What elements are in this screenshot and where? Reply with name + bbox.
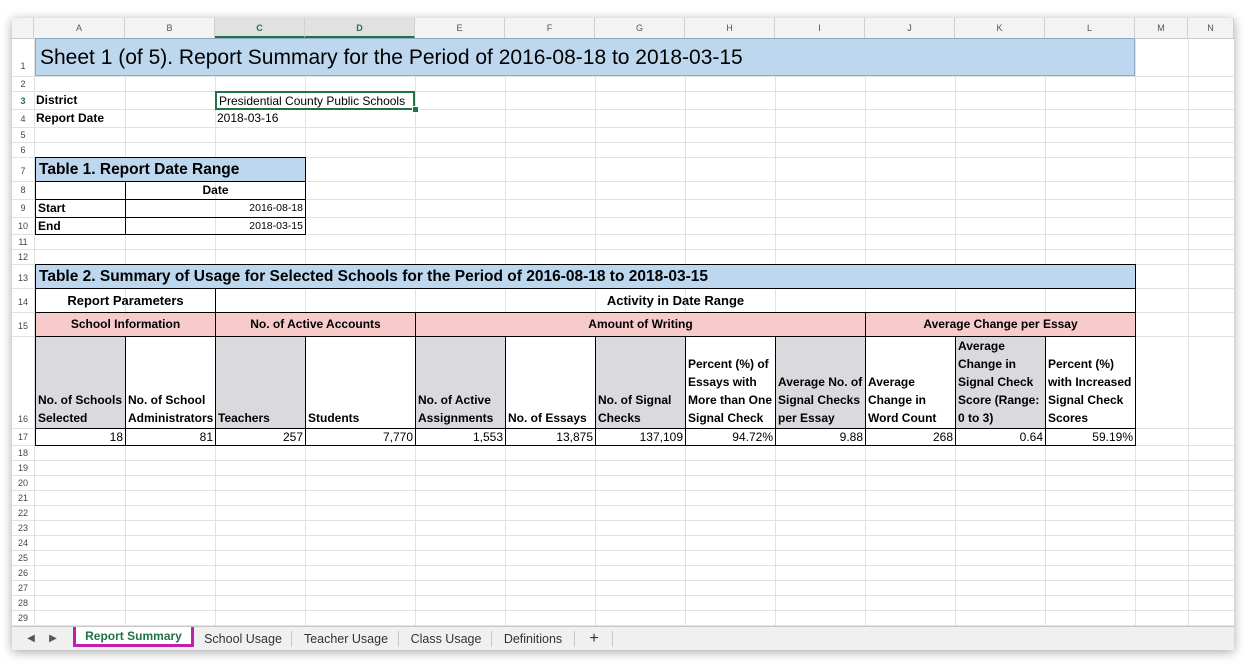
row-header[interactable]: 16 [17, 414, 28, 424]
row-header[interactable]: 27 [17, 583, 28, 593]
sheet-title[interactable]: Sheet 1 (of 5). Report Summary for the Period of 2016-08-18 to 2018-03-15 [35, 38, 1135, 76]
column-header-l[interactable]: L [1045, 18, 1135, 38]
value-percent-increased-scores[interactable]: 59.19% [1045, 428, 1136, 446]
header-text: Average Change in Signal Check Score (Range: 0 to 3) [958, 339, 1040, 425]
value-percent-multiple-checks[interactable]: 94.72% [685, 428, 776, 446]
row-header[interactable]: 23 [17, 523, 28, 533]
table1-end-value[interactable]: 2018-03-15 [125, 217, 306, 235]
column-header-b[interactable]: B [125, 18, 215, 38]
row-header[interactable]: 15 [17, 321, 28, 331]
tab-divider [491, 631, 492, 647]
table1-end-label[interactable]: End [35, 217, 126, 235]
header-text: Average Change in Word Count [868, 375, 937, 425]
row-header[interactable]: 7 [20, 166, 26, 176]
header-text: No. of Active Assignments [418, 393, 494, 425]
column-header-n[interactable]: N [1188, 18, 1234, 38]
table1-title[interactable]: Table 1. Report Date Range [35, 157, 306, 182]
tab-class-usage[interactable]: Class Usage [410, 632, 482, 646]
value-avg-score-change[interactable]: 0.64 [955, 428, 1046, 446]
tab-divider [398, 631, 399, 647]
previous-sheet-icon[interactable]: ◀ [27, 633, 35, 644]
header-avg-score-change[interactable] [955, 336, 1046, 429]
report-date-value[interactable]: 2018-03-16 [217, 111, 279, 125]
row-header[interactable]: 28 [17, 598, 28, 608]
header-active-assignments[interactable] [415, 336, 506, 429]
average-change-header[interactable]: Average Change per Essay [865, 312, 1136, 337]
header-percent-increased-scores[interactable] [1045, 336, 1136, 429]
row-header[interactable]: 5 [20, 130, 26, 140]
header-text: Percent (%) of Essays with More than One Signal Check [688, 357, 773, 425]
district-value-cell-selected[interactable]: Presidential County Public Schools [215, 91, 415, 110]
row-header[interactable]: 4 [20, 114, 26, 124]
row-header[interactable]: 12 [17, 252, 28, 262]
table1-start-value[interactable]: 2016-08-18 [125, 199, 306, 218]
table2-title[interactable]: Table 2. Summary of Usage for Selected Schools for the Period of 2016-08-18 to 2018-03-15 [35, 264, 1136, 289]
tab-divider [574, 631, 575, 647]
value-avg-word-count-change[interactable]: 268 [865, 428, 956, 446]
tab-definitions[interactable]: Definitions [503, 632, 563, 646]
header-school-administrators[interactable] [125, 336, 216, 429]
report-parameters-header[interactable]: Report Parameters [35, 288, 216, 313]
table1-date-header[interactable]: Date [125, 181, 306, 200]
value-schools-selected[interactable]: 18 [35, 428, 126, 446]
row-header[interactable]: 9 [20, 203, 26, 213]
tab-school-usage[interactable]: School Usage [204, 632, 282, 646]
value-school-administrators[interactable]: 81 [125, 428, 216, 446]
column-header-d[interactable]: D [305, 18, 415, 38]
row-header[interactable]: 19 [17, 463, 28, 473]
column-header-c[interactable]: C [215, 18, 305, 38]
report-date-label[interactable]: Report Date [36, 111, 105, 125]
header-essays[interactable] [505, 336, 596, 429]
column-header-f[interactable]: F [505, 18, 595, 38]
row-header[interactable]: 11 [18, 237, 28, 247]
spreadsheet-window [12, 18, 1234, 650]
header-text: No. of Schools Selected [38, 393, 122, 425]
amount-of-writing-header[interactable]: Amount of Writing [415, 312, 866, 337]
column-header-g[interactable]: G [595, 18, 685, 38]
column-header-m[interactable]: M [1135, 18, 1188, 38]
header-avg-signal-checks[interactable] [775, 336, 866, 429]
header-text: Students [308, 411, 360, 425]
select-all-corner[interactable] [12, 18, 34, 38]
column-header-k[interactable]: K [955, 18, 1045, 38]
tab-report-summary[interactable]: Report Summary [73, 627, 194, 647]
header-text: Teachers [218, 411, 270, 425]
row-header[interactable]: 14 [17, 297, 28, 307]
header-students[interactable] [305, 336, 416, 429]
sheet-tab-bar [12, 626, 1234, 650]
row-header[interactable]: 8 [20, 185, 26, 195]
column-header-a[interactable]: A [34, 18, 125, 38]
header-schools-selected[interactable] [35, 336, 126, 429]
header-text: No. of Signal Checks [598, 393, 672, 425]
column-header-h[interactable]: H [685, 18, 775, 38]
row-header[interactable]: 17 [17, 432, 28, 442]
school-information-header[interactable]: School Information [35, 312, 216, 337]
row-header[interactable]: 1 [20, 61, 26, 71]
row-header[interactable]: 20 [17, 478, 28, 488]
fill-handle[interactable] [412, 106, 419, 113]
value-signal-checks[interactable]: 137,109 [595, 428, 686, 446]
column-header-i[interactable]: I [775, 18, 865, 38]
table1-start-label[interactable]: Start [35, 199, 126, 218]
activity-date-range-header[interactable]: Activity in Date Range [215, 288, 1136, 313]
value-avg-signal-checks[interactable]: 9.88 [775, 428, 866, 446]
value-essays[interactable]: 13,875 [505, 428, 596, 446]
header-avg-word-count-change[interactable] [865, 336, 956, 429]
row-header[interactable]: 2 [20, 79, 26, 89]
tab-divider [612, 631, 613, 647]
value-active-assignments[interactable]: 1,553 [415, 428, 506, 446]
row-header-selected[interactable]: 3 [20, 96, 26, 106]
table1-blank-cell [35, 181, 126, 200]
row-header[interactable]: 21 [17, 493, 28, 503]
district-label[interactable]: District [36, 93, 78, 107]
column-header-bar [12, 18, 1234, 39]
row-header[interactable]: 6 [20, 145, 26, 155]
add-sheet-button[interactable]: + [589, 630, 599, 647]
column-header-e[interactable]: E [415, 18, 505, 38]
header-percent-multiple-checks[interactable] [685, 336, 776, 429]
tab-divider [291, 631, 292, 647]
active-accounts-header[interactable]: No. of Active Accounts [215, 312, 416, 337]
tab-teacher-usage[interactable]: Teacher Usage [303, 632, 389, 646]
row-header[interactable]: 22 [17, 508, 28, 518]
next-sheet-icon[interactable]: ▶ [49, 633, 57, 644]
row-header[interactable]: 24 [17, 538, 28, 548]
value-students[interactable]: 7,770 [305, 428, 416, 446]
row-header[interactable]: 18 [17, 448, 28, 458]
row-header[interactable]: 26 [17, 568, 28, 578]
header-text: Percent (%) with Increased Signal Check Scores [1048, 357, 1132, 425]
column-header-j[interactable]: J [865, 18, 955, 38]
header-text: No. of School Administrators [128, 393, 214, 425]
row-header[interactable]: 29 [17, 613, 28, 623]
header-text: No. of Essays [508, 411, 587, 425]
row-header[interactable]: 13 [17, 273, 28, 283]
header-text: Average No. of Signal Checks per Essay [778, 375, 863, 425]
row-header[interactable]: 10 [17, 221, 28, 231]
row-header[interactable]: 25 [17, 553, 28, 563]
value-teachers[interactable]: 257 [215, 428, 306, 446]
header-teachers[interactable] [215, 336, 306, 429]
header-signal-checks[interactable] [595, 336, 686, 429]
